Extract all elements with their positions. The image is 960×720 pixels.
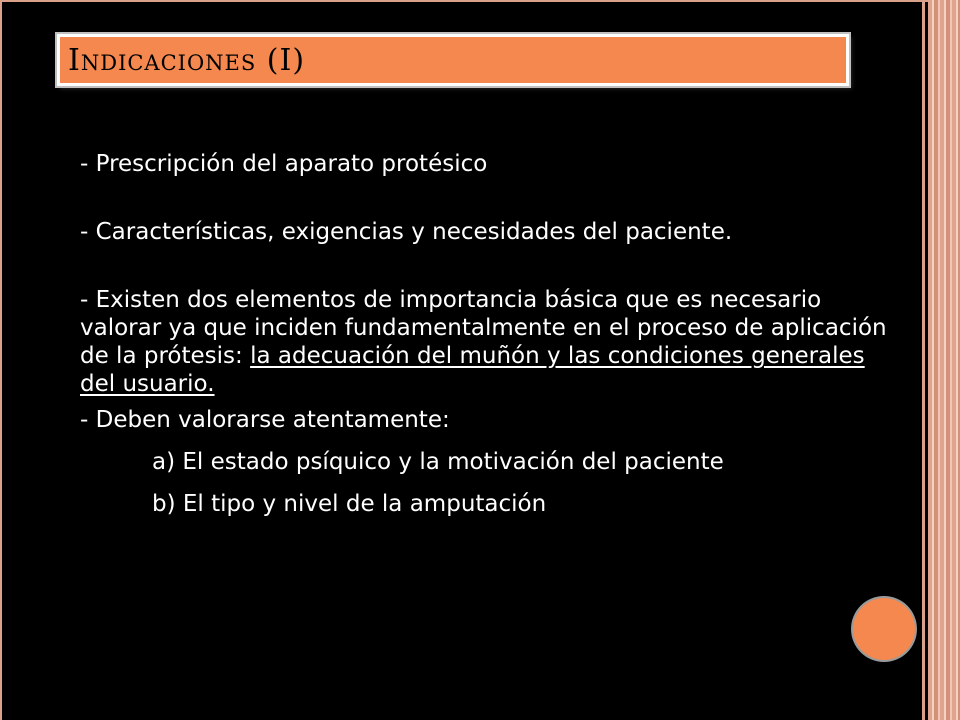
item-caracteristicas: - Características, exigencias y necesidades del paciente. [80,219,733,245]
item-existen [80,286,900,398]
frame-top-line [0,0,928,2]
title-bar [57,34,849,86]
item-prescripcion: - Prescripción del aparato protésico [80,151,488,177]
item-deben: - Deben valorarse atentamente: [80,407,450,433]
item-existen-underlined: la adecuación del muñón y las condiciones generales del usuario. [80,343,865,397]
frame-left-line [0,0,2,720]
frame-right-line [922,0,925,720]
decorative-circle [853,598,915,660]
item-existen-text: - Existen dos elementos de importancia básica que es necesario valorar ya que inciden fundamentalmente en el proceso de aplicación de la prótesis: [80,287,887,369]
decorative-edge-band [928,0,960,720]
item-sub-a: a) El estado psíquico y la motivación del paciente [152,449,724,475]
slide-title: Indicaciones (I) [68,43,306,78]
item-sub-b: b) El tipo y nivel de la amputación [152,491,547,517]
slide-body [80,150,900,518]
